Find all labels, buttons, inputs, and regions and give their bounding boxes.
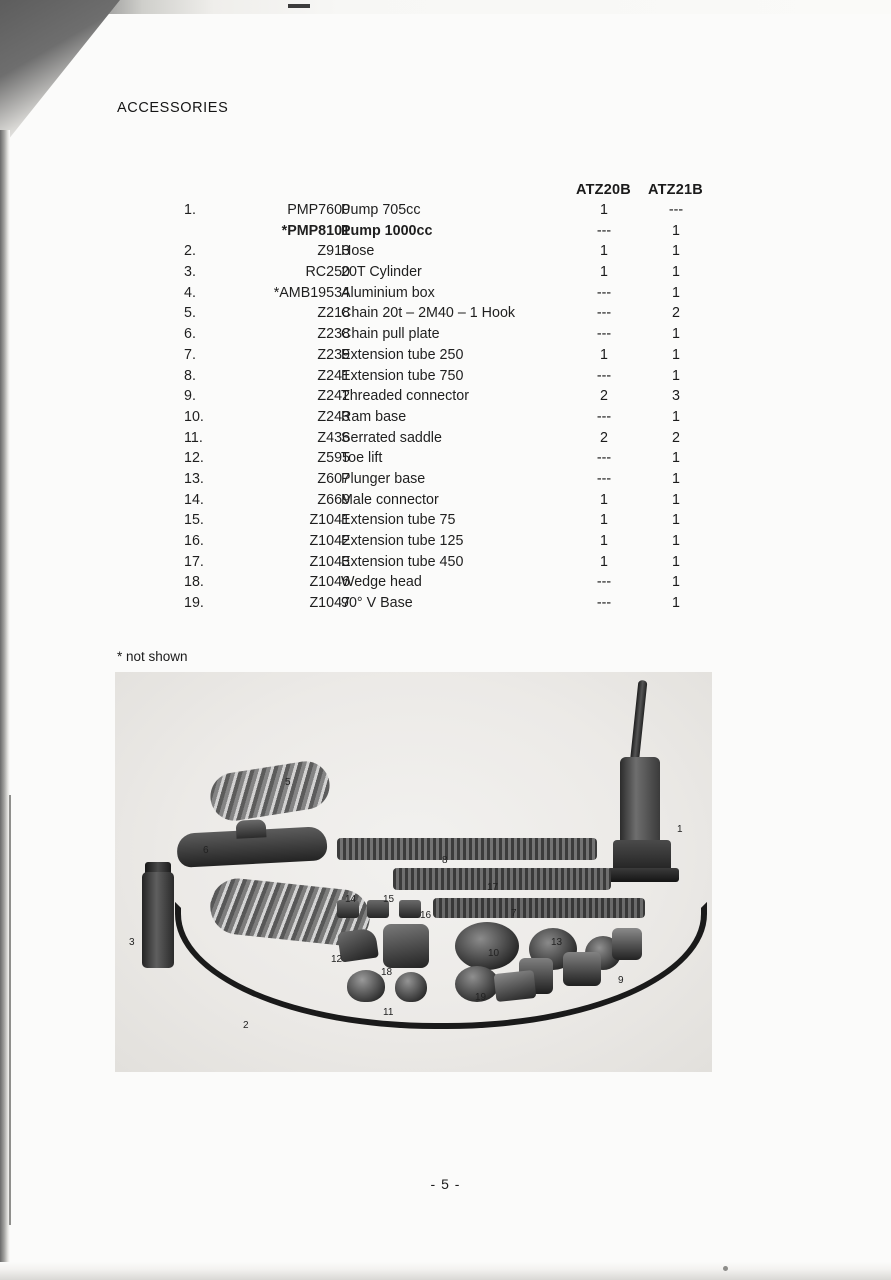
row-part-code: Z607: [317, 470, 350, 487]
extension-tube-750-shape: [337, 838, 597, 860]
row-part-code: Z1041: [309, 512, 350, 529]
row-description: Extension tube 125: [341, 533, 464, 549]
row-part-code: Z238: [317, 326, 350, 343]
row-qty-atz21b: 1: [672, 491, 680, 508]
page-number: - 5 -: [430, 1176, 461, 1192]
scan-speck: [723, 1266, 728, 1271]
row-description: Threaded connector: [341, 388, 469, 405]
row-number: 10.: [184, 408, 204, 425]
photo-callout-label: 12: [331, 954, 343, 965]
row-qty-atz21b: 2: [672, 305, 680, 322]
row-qty-atz20b: 1: [600, 512, 608, 529]
row-qty-atz21b: 1: [672, 470, 680, 487]
photo-callout-label: 7: [511, 908, 517, 919]
row-qty-atz21b: 1: [672, 450, 680, 467]
row-part-code: *AMB19534: [273, 284, 350, 301]
photo-callout-label: 5: [285, 777, 291, 788]
row-qty-atz21b: 2: [672, 429, 680, 446]
table-row: [184, 243, 724, 264]
table-row: [184, 595, 724, 616]
row-qty-atz20b: ---: [596, 574, 612, 591]
row-qty-atz20b: 1: [600, 346, 608, 363]
row-number: 4.: [184, 284, 196, 301]
row-qty-atz20b: ---: [596, 408, 612, 425]
row-part-code: Z1043: [309, 553, 350, 570]
table-row: [184, 326, 724, 347]
row-qty-atz20b: 2: [600, 429, 608, 446]
photo-callout-label: 6: [203, 845, 209, 856]
row-description: Toe lift: [341, 450, 383, 467]
row-part-code: Z218: [317, 305, 350, 322]
threaded-connector-c-shape: [563, 952, 601, 986]
row-description: Extension tube 75: [341, 512, 456, 529]
row-qty-atz21b: 1: [672, 284, 680, 301]
row-number: 16.: [184, 533, 204, 549]
row-number: 2.: [184, 243, 196, 260]
table-row: [184, 388, 724, 409]
row-number: 3.: [184, 264, 196, 281]
photo-callout-label: 2: [243, 1020, 249, 1031]
row-number: 14.: [184, 491, 204, 508]
extension-tube-250-shape: [433, 898, 645, 918]
row-description: Extension tube 250: [341, 346, 464, 363]
row-qty-atz20b: ---: [596, 367, 612, 384]
toe-lift-shape: [337, 928, 379, 963]
photo-callout-label: 18: [381, 967, 393, 978]
row-part-code: PMP7600: [287, 202, 350, 218]
chain-upper-shape: [207, 758, 333, 824]
row-description: Hose: [341, 243, 375, 260]
chain-pull-plate-shape: [176, 826, 328, 868]
row-number: 19.: [184, 595, 204, 612]
table-row: [184, 492, 724, 513]
row-qty-atz20b: ---: [596, 222, 612, 239]
row-qty-atz21b: 1: [672, 553, 680, 570]
footnote: * not shown: [117, 649, 188, 664]
page-title: ACCESSORIES: [117, 100, 229, 116]
pump-foot-shape: [607, 868, 679, 882]
plunger-base-b-shape: [395, 972, 427, 1002]
row-description: Pump 1000cc: [341, 222, 433, 239]
table-row: [184, 264, 724, 285]
row-part-code: Z913: [317, 243, 350, 260]
table-row: [184, 574, 724, 595]
v-base-shape: [494, 970, 537, 1002]
row-qty-atz20b: 1: [600, 264, 608, 281]
row-qty-atz20b: ---: [596, 470, 612, 487]
row-description: Chain 20t – 2M40 – 1 Hook: [341, 305, 516, 322]
wedge-head-shape: [383, 924, 429, 968]
row-description: Chain pull plate: [341, 326, 440, 343]
row-number: 13.: [184, 470, 204, 487]
row-part-code: Z1046: [309, 574, 350, 591]
column-header-atz21b: ATZ21B: [648, 182, 703, 198]
photo-callout-label: 14: [345, 894, 357, 905]
scan-left-line: [9, 795, 11, 1225]
row-qty-atz21b: 1: [672, 512, 680, 529]
pump-body-shape: [620, 757, 660, 849]
table-row: [184, 512, 724, 533]
table-row: [184, 368, 724, 389]
extension-tube-125-shape: [399, 900, 421, 918]
row-part-code: *PMP8101: [281, 222, 350, 239]
extension-tube-450-shape: [393, 868, 611, 890]
photo-callout-label: 1: [677, 824, 683, 835]
row-description: Serrated saddle: [341, 429, 442, 446]
row-qty-atz20b: ---: [596, 450, 612, 467]
table-row: [184, 285, 724, 306]
row-qty-atz20b: 1: [600, 491, 608, 508]
spacer-shape: [612, 928, 642, 960]
row-number: 6.: [184, 326, 196, 343]
table-row: [184, 347, 724, 368]
photo-callout-label: 16: [420, 910, 432, 921]
scan-top-mark: [288, 4, 310, 8]
row-qty-atz21b: 1: [672, 222, 680, 239]
photo-callout-label: 19: [475, 992, 487, 1003]
row-number: 11.: [184, 429, 203, 446]
row-qty-atz20b: ---: [596, 326, 612, 343]
photo-callout-label: 3: [129, 937, 135, 948]
table-row: [184, 533, 724, 554]
row-qty-atz21b: 1: [672, 326, 680, 343]
row-qty-atz20b: 2: [600, 388, 608, 405]
accessories-photo: [115, 672, 712, 1072]
table-row: [184, 409, 724, 430]
table-body: [184, 202, 724, 616]
table-column-headers: [184, 182, 724, 202]
row-number: 8.: [184, 367, 196, 384]
row-qty-atz21b: ---: [668, 202, 684, 218]
photo-callout-label: 15: [383, 894, 395, 905]
table-row: [184, 223, 724, 244]
row-qty-atz21b: 1: [672, 367, 680, 384]
row-qty-atz20b: 1: [600, 202, 608, 218]
row-description: 90° V Base: [341, 595, 413, 612]
row-description: Male connector: [341, 491, 439, 508]
row-description: Wedge head: [341, 574, 422, 591]
row-qty-atz20b: 1: [600, 243, 608, 260]
row-description: Ram base: [341, 408, 407, 425]
row-description: Pump 705cc: [341, 202, 421, 218]
table-row: [184, 450, 724, 471]
photo-callout-label: 10: [488, 948, 500, 959]
photo-callout-label: 11: [383, 1007, 394, 1018]
row-qty-atz21b: 1: [672, 264, 680, 281]
row-part-code: Z239: [317, 346, 350, 363]
table-row: [184, 202, 724, 223]
row-number: 9.: [184, 388, 196, 405]
ram-base-shape: [455, 922, 519, 970]
row-qty-atz20b: ---: [596, 284, 612, 301]
row-number: 17.: [184, 553, 204, 570]
plunger-base-a-shape: [347, 970, 385, 1002]
row-part-code: Z595: [317, 450, 350, 467]
row-part-code: Z243: [317, 408, 350, 425]
row-part-code: RC250: [305, 264, 350, 281]
row-description: Extension tube 750: [341, 367, 464, 384]
row-number: 18.: [184, 574, 204, 591]
photo-callout-label: 13: [551, 937, 563, 948]
row-number: 5.: [184, 305, 196, 322]
photo-callout-label: 17: [487, 882, 499, 893]
scan-bottom-edge: [0, 1262, 891, 1280]
cylinder-shape: [142, 872, 174, 968]
accessories-table: [184, 182, 724, 616]
row-description: Aluminium box: [341, 284, 435, 301]
row-qty-atz20b: ---: [596, 595, 612, 612]
row-description: Plunger base: [341, 470, 426, 487]
table-row: [184, 554, 724, 575]
row-part-code: Z1042: [309, 533, 350, 549]
scan-top-edge: [0, 0, 891, 14]
row-description: 20T Cylinder: [341, 264, 422, 281]
row-qty-atz21b: 1: [672, 408, 680, 425]
row-part-code: Z1047: [309, 595, 350, 612]
column-header-atz20b: ATZ20B: [576, 182, 631, 198]
row-part-code: Z669: [317, 491, 350, 508]
photo-callout-label: 9: [618, 975, 624, 986]
row-qty-atz21b: 3: [672, 388, 680, 405]
table-row: [184, 471, 724, 492]
row-number: 15.: [184, 512, 204, 529]
row-number: 7.: [184, 346, 196, 363]
table-row: [184, 305, 724, 326]
row-qty-atz21b: 1: [672, 595, 680, 612]
row-qty-atz20b: 1: [600, 533, 608, 549]
row-part-code: Z436: [317, 429, 350, 446]
row-qty-atz21b: 1: [672, 574, 680, 591]
row-number: 1.: [184, 202, 196, 218]
row-part-code: Z242: [317, 388, 350, 405]
row-description: Extension tube 450: [341, 553, 464, 570]
row-number: 12.: [184, 450, 204, 467]
photo-callout-label: 8: [442, 855, 448, 866]
scan-corner-shadow: [0, 0, 120, 150]
row-qty-atz20b: 1: [600, 553, 608, 570]
row-qty-atz21b: 1: [672, 346, 680, 363]
row-qty-atz21b: 1: [672, 533, 680, 549]
table-row: [184, 430, 724, 451]
row-part-code: Z241: [317, 367, 350, 384]
row-qty-atz20b: ---: [596, 305, 612, 322]
row-qty-atz21b: 1: [672, 243, 680, 260]
